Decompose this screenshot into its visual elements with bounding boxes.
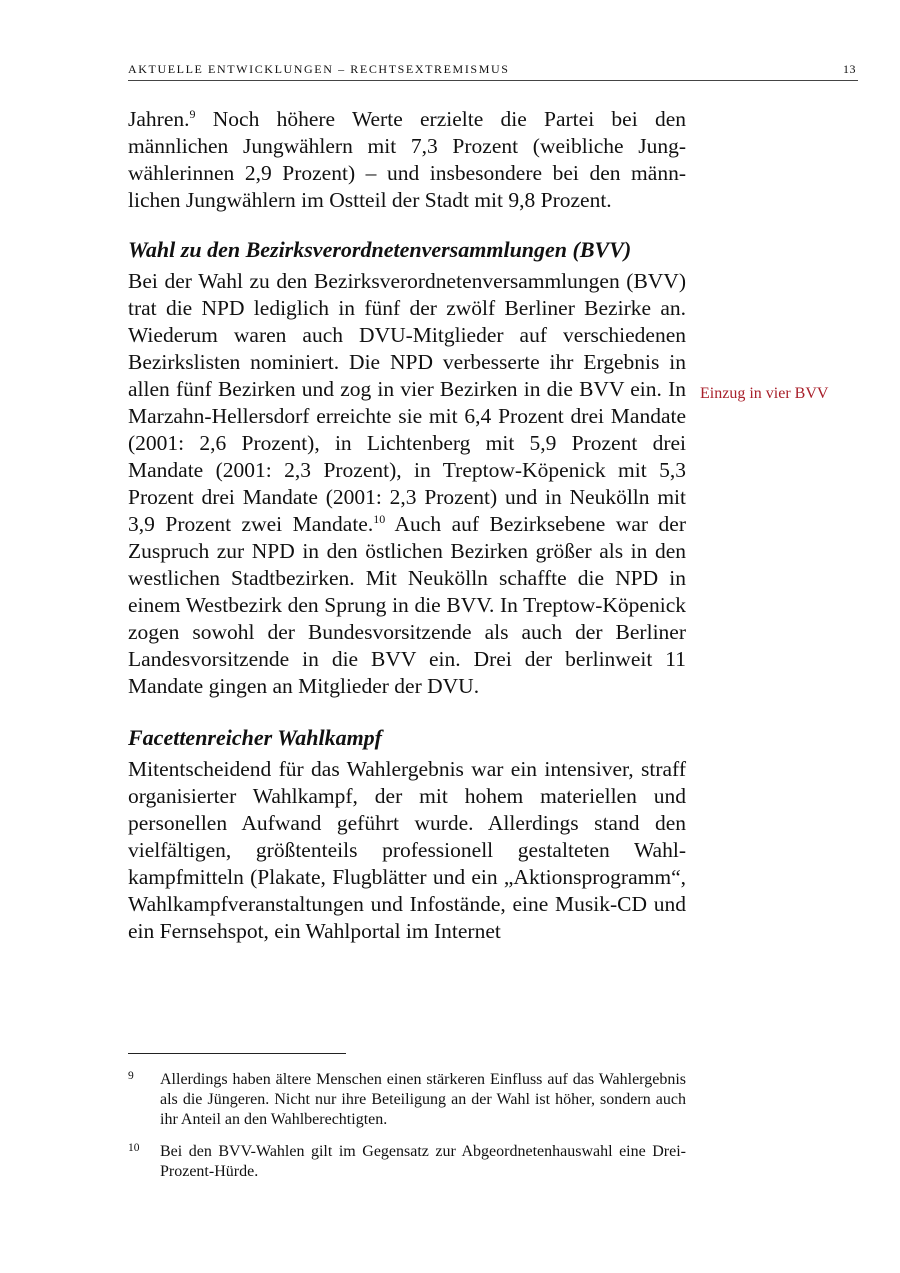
paragraph-2-text-a: Bei der Wahl zu den Bezirksverordnetenversammlungen (BVV) trat die NPD lediglich in fünf der zwölf Berliner Bezirke an. Wiederum waren auch DVU-Mitglieder auf verschiedenen Bezirkslisten nominiert. Die NPD verbesserte ihr Ergebnis in allen fünf Bezirken und zog in vier Bezirken in die BVV ein. In Marzahn-Hellersdorf erreichte sie mit 6,4 Prozent drei Mandate (2001: 2,6 Prozent), in Lichtenberg mit 5,9 Prozent drei Mandate (2001: 2,3 Prozent), in Treptow-Köpenick mit 5,3 Prozent drei Mandate (2001: 2,3 Prozent) und in Neukölln mit 3,9 Prozent zwei Mandate. <box>128 269 686 536</box>
paragraph-1-text-b: Noch höhere Werte erzielte die Partei bei den männlichen Jungwählern mit 7,3 Prozent (weibliche Jungwählerinnen 2,9 Prozent) – und insbesondere bei den männlichen Jungwählern im Ostteil der Stadt mit 9,8 Prozent. <box>128 107 686 212</box>
footnote-divider <box>128 1053 346 1054</box>
paragraph-1 <box>128 106 686 214</box>
footnote-ref-9[interactable]: 9 <box>189 107 196 121</box>
paragraph-2 <box>128 268 686 700</box>
page-number: 13 <box>843 62 856 76</box>
footnote-9 <box>128 1070 686 1130</box>
footnote-ref-10[interactable]: 10 <box>373 512 386 526</box>
paragraph-3: Mitentscheidend für das Wahlergebnis war ein intensiver, straff organisierter Wahlkampf, der mit hohem materiellen und personellen Aufwand geführt wurde. Allerdings stand den vielfältigen, größtenteils professionell gestalteten Wahlkampfmitteln (Plakate, Flugblätter und ein „Aktionsprogramm“, Wahlkampfveranstaltungen und Infostände, eine Musik-CD und ein Fernsehspot, ein Wahlportal im Internet <box>128 757 686 943</box>
footnote-number: 10 <box>128 1142 140 1154</box>
section-heading-bvv: Wahl zu den Bezirksverordnetenversammlungen (BVV) <box>128 237 632 262</box>
main-text-column <box>128 106 686 945</box>
footnote-text: Allerdings haben ältere Menschen einen stärkeren Einfluss auf das Wahlergebnis als die Jüngeren. Nicht nur ihre Beteiligung an der Wahl ist höher, sondern auch ihr Anteil an den Wahlberechtigten. <box>160 1071 686 1128</box>
paragraph-1-text-a: Jahren. <box>128 107 190 131</box>
footnote-number: 9 <box>128 1070 134 1082</box>
header-title: AKTUELLE ENTWICKLUNGEN – RECHTSEXTREMISMUS <box>128 62 510 76</box>
running-header <box>128 62 858 81</box>
footnote-text: Bei den BVV-Wahlen gilt im Gegensatz zur Abgeordnetenhauswahl eine Drei-Prozent-Hürde. <box>160 1143 686 1180</box>
margin-note: Einzug in vier BVV <box>700 385 829 402</box>
footnotes <box>128 1070 686 1194</box>
section-heading-wahlkampf: Facettenreicher Wahlkampf <box>128 725 383 750</box>
paragraph-2-text-b: Auch auf Bezirksebene war der Zuspruch zur NPD in den östlichen Bezirken größer als in den westlichen Stadtbezirken. Mit Neukölln schaffte die NPD in einem Westbezirk den Sprung in die BVV. In Treptow-Köpenick zogen sowohl der Bundesvorsitzende als auch der Berliner Landesvorsitzende in die BVV ein. Drei der berlinweit 11 Mandate gingen an Mitglieder der DVU. <box>128 512 687 698</box>
footnote-10 <box>128 1142 686 1182</box>
